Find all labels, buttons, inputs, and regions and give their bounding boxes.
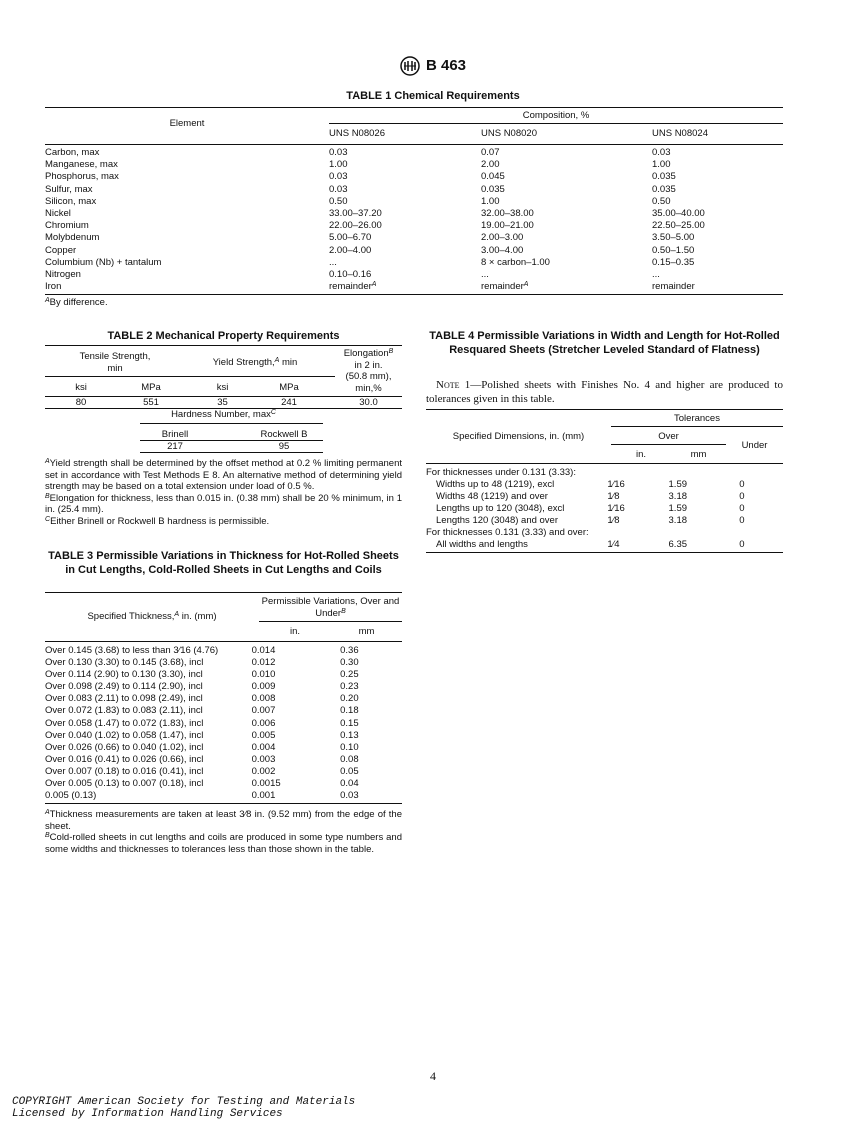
table3-body xyxy=(45,645,402,802)
spec-tail: in. (mm) xyxy=(179,611,217,622)
table1-cell-c: 0.03 xyxy=(652,147,671,158)
table4-cell-in: 1⁄16 xyxy=(607,479,625,490)
table4-cell-mm: 1.59 xyxy=(668,479,688,490)
footer-line-1: COPYRIGHT American Society for Testing and Materials xyxy=(12,1096,356,1108)
table4-cell-in: 1⁄8 xyxy=(607,491,620,502)
iron-value: remainder xyxy=(329,281,372,293)
table1-cell-b: 8 × carbon–1.00 xyxy=(481,256,550,268)
brinell-value: 217 xyxy=(167,441,183,452)
table1-alloy-3: UNS N08024 xyxy=(652,128,708,139)
table1-cell-b: 2.00–3.00 xyxy=(481,232,524,244)
table3-row xyxy=(45,778,402,790)
table3-cell-mm: 0.23 xyxy=(340,681,359,693)
table3-cell-mm: 0.25 xyxy=(340,669,359,681)
astm-logo-icon xyxy=(400,56,420,76)
table1-cell-el: Phosphorus, max xyxy=(45,171,119,183)
table2-footnotes xyxy=(45,458,402,527)
table3-cell-mm: 0.10 xyxy=(340,741,359,753)
doc-number: B 463 xyxy=(425,56,467,74)
unit-ksi-2: ksi xyxy=(216,382,229,393)
table3-row xyxy=(45,705,402,717)
table3-spec-header xyxy=(45,611,259,623)
table3-cell-mm: 0.15 xyxy=(340,717,359,729)
tensile-mpa: 551 xyxy=(143,397,159,408)
table3-cell-t: Over 0.058 (1.47) to 0.072 (1.83), incl xyxy=(45,717,204,729)
table3-row xyxy=(45,645,402,657)
table1-cell-c: ... xyxy=(652,268,660,280)
iron-sup: A xyxy=(523,281,529,289)
table4-cell-d: All widths and lengths xyxy=(436,539,528,550)
fn-mark: A xyxy=(45,809,50,816)
table2-fn-a xyxy=(45,458,402,493)
spec-sup: A xyxy=(174,611,180,618)
table4-row xyxy=(426,491,783,503)
note-label: Note 1 xyxy=(436,379,471,391)
footnote-mark: A xyxy=(45,297,50,304)
table1-cell-a: 0.03 xyxy=(329,171,348,183)
table4-row xyxy=(426,515,783,527)
table1-cell-a: 33.00–37.20 xyxy=(329,207,382,219)
table3-title: TABLE 3 Permissible Variations in Thickness for Hot-Rolled Sheets in Cut Lengths, Cold-Rolled Sheets in Cut Lengths and Coils xyxy=(48,550,399,576)
table1-row xyxy=(45,232,783,244)
page-header xyxy=(0,56,866,76)
table3-row xyxy=(45,657,402,669)
table1-cell-el: Nitrogen xyxy=(45,268,81,280)
table1-cell-b: 1.00 xyxy=(481,195,500,207)
table1-row xyxy=(45,281,783,293)
table1-cell-b: 19.00–21.00 xyxy=(481,220,534,232)
table2 xyxy=(45,345,402,453)
table4-sub-in: in. xyxy=(635,449,647,460)
elongation-header xyxy=(335,348,402,394)
table4-group-row xyxy=(426,527,783,539)
table1-cell-el: Manganese, max xyxy=(45,159,118,171)
table1-body xyxy=(45,145,783,294)
table4-over-header: Over xyxy=(658,431,679,442)
table3-cell-in: 0.001 xyxy=(251,790,276,802)
hardness-sup: C xyxy=(270,409,276,416)
spec-label: Specified Thickness, xyxy=(87,611,175,622)
table3-cell-in: 0.008 xyxy=(251,693,276,705)
iron-value: remainder xyxy=(481,281,524,293)
table3-cell-t: Over 0.040 (1.02) to 0.058 (1.47), incl xyxy=(45,729,204,741)
variation-label: Permissible Variations, Over and Under xyxy=(261,596,400,619)
fn-text: Cold-rolled sheets in cut lengths and coils are produced in some type numbers and some widths and thicknesses to tolerances less than those shown in the table. xyxy=(45,832,402,855)
table3-footnotes xyxy=(45,809,402,855)
table1-row xyxy=(45,147,783,159)
table3-row xyxy=(45,669,402,681)
table3-cell-t: Over 0.083 (2.11) to 0.098 (2.49), incl xyxy=(45,693,203,705)
table1-cell-b: 0.035 xyxy=(481,183,505,195)
note-text: —Polished sheets with Finishes No. 4 and higher are produced to tolerances given in this table. xyxy=(426,379,783,405)
yield-header xyxy=(190,357,320,369)
table1-cell-c: 0.035 xyxy=(652,183,676,195)
table4-cell-u: 0 xyxy=(739,491,745,502)
table1-cell-c: 35.00–40.00 xyxy=(652,207,705,219)
tensile-min: min xyxy=(107,363,123,374)
footnote-text: By difference. xyxy=(49,297,108,308)
table1-cell-a: 0.03 xyxy=(329,147,348,158)
table3-cell-t: Over 0.072 (1.83) to 0.083 (2.11), incl xyxy=(45,705,203,717)
table4-cell-mm: 3.18 xyxy=(668,491,688,502)
table4-cell-u: 0 xyxy=(739,479,745,490)
table1-cell-c: 22.50–25.00 xyxy=(652,220,705,232)
hardness-header xyxy=(45,409,402,421)
table4-cell-u: 0 xyxy=(739,515,745,526)
table3-cell-mm: 0.04 xyxy=(340,778,359,790)
table1-cell-b: ... xyxy=(481,268,489,280)
yield-mpa: 241 xyxy=(281,397,297,408)
page-number: 4 xyxy=(430,1069,436,1083)
table1-row xyxy=(45,269,783,281)
table4-cell-d: Lengths up to 120 (3048), excl xyxy=(436,503,565,514)
table3-row xyxy=(45,681,402,693)
table4-row xyxy=(426,539,783,551)
tensile-header xyxy=(45,351,185,375)
table1-cell-el: Sulfur, max xyxy=(45,183,93,195)
table1-row xyxy=(45,184,783,196)
table1-cell-b: 2.00 xyxy=(481,159,500,171)
table1-cell-el: Silicon, max xyxy=(45,195,97,207)
table1-row xyxy=(45,208,783,220)
table1-alloy-2: UNS N08020 xyxy=(481,128,537,139)
fn-mark: B xyxy=(45,832,50,839)
table1-element-header: Element xyxy=(169,118,205,129)
table1-cell-c: 0.035 xyxy=(652,171,676,183)
table3-cell-mm: 0.20 xyxy=(340,693,359,705)
unit-mpa-1: MPa xyxy=(141,382,161,393)
fn-text: Thickness measurements are taken at least 3⁄8 in. (9.52 mm) from the edge of the sheet. xyxy=(45,809,402,832)
table3-cell-t: Over 0.098 (2.49) to 0.114 (2.90), incl xyxy=(45,681,203,693)
table1 xyxy=(45,107,783,295)
table3-cell-t: Over 0.016 (0.41) to 0.026 (0.66), incl xyxy=(45,753,204,765)
table4-tol-header: Tolerances xyxy=(674,413,720,424)
unit-mpa-2: MPa xyxy=(279,382,299,393)
table3-cell-in: 0.002 xyxy=(251,765,276,777)
table1-cell-a: 1.00 xyxy=(329,159,348,171)
table3-cell-mm: 0.05 xyxy=(340,765,359,777)
table1-cell-a: ... xyxy=(329,256,337,268)
table1-row xyxy=(45,257,783,269)
table1-cell-el: Copper xyxy=(45,244,77,256)
table3-sub-mm: mm xyxy=(358,626,375,637)
elong-label: Elongation xyxy=(343,348,389,359)
table3-cell-in: 0.007 xyxy=(251,705,276,717)
fn-text: Either Brinell or Rockwell B hardness is permissible. xyxy=(50,515,270,527)
table3-cell-in: 0.005 xyxy=(251,729,276,741)
table3-variation-header xyxy=(259,596,402,620)
rockwell-value: 95 xyxy=(278,441,290,452)
brinell-header: Brinell xyxy=(161,429,189,440)
table4-under-header: Under xyxy=(741,440,768,451)
table1-cell-c: 1.00 xyxy=(652,159,671,171)
table4-cell-in: 1⁄4 xyxy=(607,539,620,550)
table3-cell-in: 0.006 xyxy=(251,717,276,729)
table3-cell-t: Over 0.145 (3.68) to less than 3⁄16 (4.76) xyxy=(45,645,219,656)
table1-cell-c: 0.15–0.35 xyxy=(652,256,695,268)
table2-fn-b xyxy=(45,493,402,516)
table3-cell-in: 0.004 xyxy=(251,741,276,753)
table1-cell-a: 0.50 xyxy=(329,195,348,207)
copyright-footer xyxy=(12,1096,355,1120)
table1-cell-b: 3.00–4.00 xyxy=(481,244,524,256)
table3-cell-in: 0.010 xyxy=(251,669,276,681)
table1-row xyxy=(45,220,783,232)
table3-cell-in: 0.0015 xyxy=(251,778,281,790)
yield-sup: A xyxy=(274,357,280,364)
table3-row xyxy=(45,693,402,705)
table4-spec-header: Specified Dimensions, in. (mm) xyxy=(452,431,585,442)
table1-row xyxy=(45,159,783,171)
table1-cell-el: Molybdenum xyxy=(45,232,100,244)
table4-body xyxy=(426,467,783,551)
elong-sup: B xyxy=(388,348,394,355)
table3-cell-mm: 0.03 xyxy=(340,790,359,802)
table1-cell-c: 3.50–5.00 xyxy=(652,232,695,244)
table1-cell-a: 0.10–0.16 xyxy=(329,268,372,280)
table2-fn-c xyxy=(45,516,402,528)
table1-cell-el: Columbium (Nb) + tantalum xyxy=(45,256,162,268)
fn-mark: A xyxy=(45,458,50,465)
table3-row xyxy=(45,766,402,778)
variation-sup: B xyxy=(341,608,346,615)
table3-cell-mm: 0.18 xyxy=(340,705,359,717)
table1-cell-b: 32.00–38.00 xyxy=(481,207,534,219)
table1-cell-el: Nickel xyxy=(45,207,71,219)
table1-alloy-1: UNS N08026 xyxy=(329,128,385,139)
table3-row xyxy=(45,730,402,742)
table3-cell-in: 0.003 xyxy=(251,753,276,765)
table1-row xyxy=(45,171,783,183)
table4-note xyxy=(426,378,783,406)
table3-cell-t: 0.005 (0.13) xyxy=(45,790,97,802)
yield-tail: min xyxy=(279,357,298,368)
table4-cell-mm: 3.18 xyxy=(668,515,688,526)
table4-cell-d: Widths up to 48 (1219), excl xyxy=(436,479,555,490)
table3-row xyxy=(45,718,402,730)
table3-cell-t: Over 0.026 (0.66) to 0.040 (1.02), incl xyxy=(45,741,204,753)
table3-cell-mm: 0.13 xyxy=(340,729,359,741)
table4-cell-u: 0 xyxy=(739,503,745,514)
table3-cell-in: 0.009 xyxy=(251,681,276,693)
tensile-ksi: 80 xyxy=(75,397,87,408)
table1-cell-b xyxy=(481,281,528,293)
yield-label: Yield Strength, xyxy=(212,357,275,368)
yield-ksi: 35 xyxy=(217,397,228,408)
table1-title: TABLE 1 Chemical Requirements xyxy=(346,90,520,102)
table2-title: TABLE 2 Mechanical Property Requirements xyxy=(107,330,340,342)
iron-sup: A xyxy=(371,281,377,289)
table1-row xyxy=(45,245,783,257)
fn-mark: B xyxy=(45,492,50,500)
table4 xyxy=(426,409,783,553)
table3-cell-in: 0.014 xyxy=(251,645,276,656)
table3-cell-t: Over 0.114 (2.90) to 0.130 (3.30), incl xyxy=(45,669,203,681)
table1-cell-b: 0.045 xyxy=(481,171,505,183)
table1-cell-b: 0.07 xyxy=(481,147,500,158)
elong-l2: in 2 in. xyxy=(354,359,383,371)
table1-cell-el: Carbon, max xyxy=(45,147,100,158)
table3 xyxy=(45,592,402,804)
table1-cell-el: Chromium xyxy=(45,220,89,232)
table3-cell-mm: 0.08 xyxy=(340,753,359,765)
table4-cell-d: Lengths 120 (3048) and over xyxy=(436,515,559,526)
table3-fn-a xyxy=(45,809,402,832)
unit-ksi-1: ksi xyxy=(75,382,87,393)
table3-cell-mm: 0.36 xyxy=(340,645,359,656)
table3-sub-in: in. xyxy=(289,626,301,637)
table3-row xyxy=(45,790,402,802)
footer-line-2: Licensed by Information Handling Services xyxy=(12,1108,283,1120)
table4-cell-in: 1⁄8 xyxy=(607,515,620,526)
table1-footnote xyxy=(45,297,108,309)
table4-cell-in: 1⁄16 xyxy=(607,503,625,514)
table4-cell-mm: 1.59 xyxy=(668,503,688,514)
fn-mark: C xyxy=(45,515,51,523)
table3-cell-mm: 0.30 xyxy=(340,657,359,669)
table3-row xyxy=(45,742,402,754)
table3-cell-t: Over 0.130 (3.30) to 0.145 (3.68), incl xyxy=(45,657,204,669)
table3-row xyxy=(45,754,402,766)
table4-cell-mm: 6.35 xyxy=(668,539,688,550)
table1-cell-c: 0.50 xyxy=(652,195,671,207)
table4-cell-d: Widths 48 (1219) and over xyxy=(436,491,548,502)
table3-fn-b xyxy=(45,832,402,855)
table1-cell-a: 22.00–26.00 xyxy=(329,220,382,232)
table1-cell-c: 0.50–1.50 xyxy=(652,244,695,256)
fn-text: Yield strength shall be determined by the offset method at 0.2 % limiting permanent set in accordance with Test Methods E 8. An alternative method of determining yield strength may be based on a total extension under load of 0.5 %. xyxy=(45,458,402,492)
table4-group-label: For thicknesses 0.131 (3.33) and over: xyxy=(426,527,589,538)
tensile-label: Tensile Strength, xyxy=(79,351,151,362)
table1-cell-a: 5.00–6.70 xyxy=(329,232,372,244)
elong-l4: min,% xyxy=(355,382,382,394)
table3-cell-t: Over 0.005 (0.13) to 0.007 (0.18), incl xyxy=(45,778,204,790)
table4-row xyxy=(426,503,783,515)
table4-title: TABLE 4 Permissible Variations in Width and Length for Hot-Rolled Resquared Sheets (Stretcher Leveled Standard of Flatness) xyxy=(429,330,780,356)
table4-group-label: For thicknesses under 0.131 (3.33): xyxy=(426,467,576,478)
table1-composition-header: Composition, % xyxy=(522,110,590,121)
table1-cell-a xyxy=(329,281,376,293)
table4-sub-mm: mm xyxy=(690,449,707,460)
table3-cell-in: 0.012 xyxy=(251,657,276,669)
table3-cell-t: Over 0.007 (0.18) to 0.016 (0.41), incl xyxy=(45,765,204,777)
elong-l3: (50.8 mm), xyxy=(345,371,392,382)
table4-group-row xyxy=(426,467,783,479)
table1-cell-c: remainder xyxy=(652,281,695,293)
fn-text: Elongation for thickness, less than 0.015 in. (0.38 mm) shall be 20 % minimum, in 1 in. (25.4 mm). xyxy=(45,492,402,515)
rockwell-header: Rockwell B xyxy=(260,429,308,440)
table1-cell-a: 2.00–4.00 xyxy=(329,244,372,256)
table1-cell-a: 0.03 xyxy=(329,183,348,195)
elong-value: 30.0 xyxy=(359,397,378,408)
table4-row xyxy=(426,479,783,491)
table1-cell-el: Iron xyxy=(45,281,62,293)
table1-row xyxy=(45,196,783,208)
hardness-label: Hardness Number, max xyxy=(171,409,271,420)
table4-cell-u: 0 xyxy=(739,539,745,550)
